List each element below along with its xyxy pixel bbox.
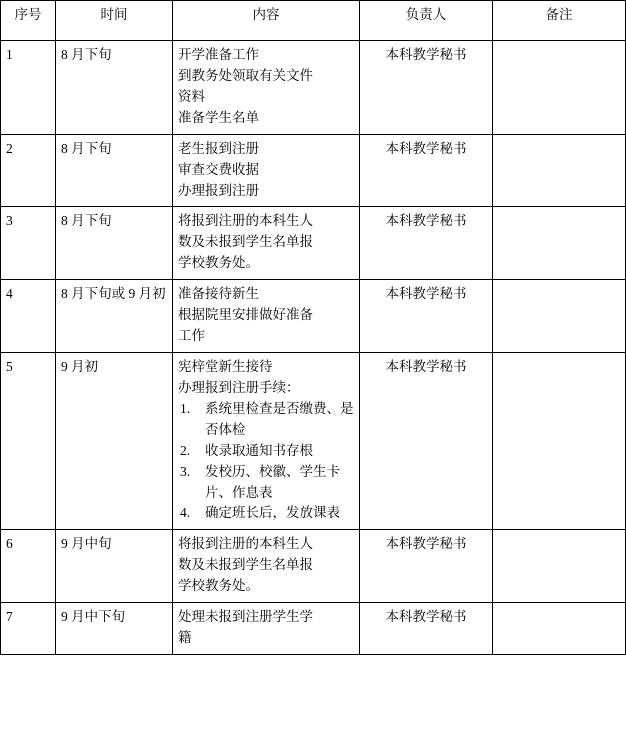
content-line: 学校教务处。 [178,578,259,594]
content-lines [178,45,354,129]
table-header-row [1,1,626,41]
table-body [1,41,626,655]
sublist-text: 确定班长后，发放课表 [205,505,340,521]
cell-remark [493,603,626,655]
sublist-item [178,503,354,524]
column-header-remark: 备注 [493,1,626,41]
cell-owner: 本科教学秘书 [360,603,493,655]
content-lines [178,211,354,274]
cell-time: 9 月中下旬 [56,603,173,655]
cell-index: 3 [1,207,56,280]
content-line: 学校教务处。 [178,255,259,271]
sublist-text: 发校历、校徽、学生卡片、作息表 [205,463,340,500]
cell-time: 8 月下旬 [56,207,173,280]
content-line: 处理未报到注册学生学 [178,609,313,625]
cell-time: 8 月下旬 [56,134,173,207]
content-line: 办理报到注册手续： [178,379,300,395]
table-row [1,41,626,135]
content-lines [178,284,354,347]
sublist-number: 1. [180,400,191,416]
cell-owner: 本科教学秘书 [360,134,493,207]
cell-index: 5 [1,352,56,529]
cell-remark [493,134,626,207]
column-header-content: 内容 [173,1,360,41]
content-line: 审查交费收据 [178,161,259,177]
table-row [1,134,626,207]
content-line: 宪梓堂新生接待 [178,358,273,374]
cell-content [173,280,360,353]
table-header [1,1,626,41]
cell-content [173,41,360,135]
cell-owner: 本科教学秘书 [360,352,493,529]
cell-content [173,134,360,207]
cell-index: 1 [1,41,56,135]
cell-time: 9 月中旬 [56,530,173,603]
table-row [1,207,626,280]
table-row [1,530,626,603]
column-header-owner: 负责人 [360,1,493,41]
content-line: 开学准备工作 [178,47,259,62]
table-row [1,280,626,353]
cell-remark [493,280,626,353]
cell-time: 8 月下旬或 9 月初 [56,280,173,353]
cell-remark [493,530,626,603]
cell-owner: 本科教学秘书 [360,530,493,603]
sublist-number: 3. [180,463,191,479]
sublist-number: 4. [180,505,191,521]
content-line: 准备学生名单 [178,109,259,125]
cell-content [173,603,360,655]
content-line: 工作 [178,328,205,344]
content-line: 根据院里安排做好准备 [178,307,313,323]
content-lines [178,139,354,202]
cell-remark [493,352,626,529]
cell-owner: 本科教学秘书 [360,41,493,135]
cell-index: 6 [1,530,56,603]
sublist-text: 收录取通知书存根 [205,442,313,458]
content-line: 准备接待新生 [178,286,259,302]
column-header-time: 时间 [56,1,173,41]
sublist-number: 2. [180,442,191,458]
content-line: 资料 [178,88,205,104]
content-lines [178,357,354,399]
cell-time: 9 月初 [56,352,173,529]
content-line: 办理报到注册 [178,182,259,198]
cell-time: 8 月下旬 [56,41,173,135]
column-header-index: 序号 [1,1,56,41]
content-line: 老生报到注册 [178,140,259,156]
table-row [1,603,626,655]
sublist-item [178,462,354,504]
cell-owner: 本科教学秘书 [360,280,493,353]
sublist-item [178,399,354,441]
content-line: 到教务处领取有关文件 [178,67,313,83]
content-line: 将报到注册的本科生人 [178,536,313,552]
cell-index: 4 [1,280,56,353]
cell-index: 2 [1,134,56,207]
sublist-item [178,441,354,462]
content-line: 将报到注册的本科生人 [178,213,313,229]
table-row [1,352,626,529]
content-line: 籍 [178,630,192,646]
sublist-text: 系统里检查是否缴费、是否体检 [205,400,354,437]
content-lines [178,534,354,597]
content-sublist [178,399,354,525]
cell-content [173,530,360,603]
cell-content [173,207,360,280]
cell-index: 7 [1,603,56,655]
cell-remark [493,41,626,135]
cell-owner: 本科教学秘书 [360,207,493,280]
cell-remark [493,207,626,280]
content-line: 数及未报到学生名单报 [178,557,313,573]
cell-content [173,352,360,529]
content-line: 数及未报到学生名单报 [178,234,313,250]
content-lines [178,607,354,649]
